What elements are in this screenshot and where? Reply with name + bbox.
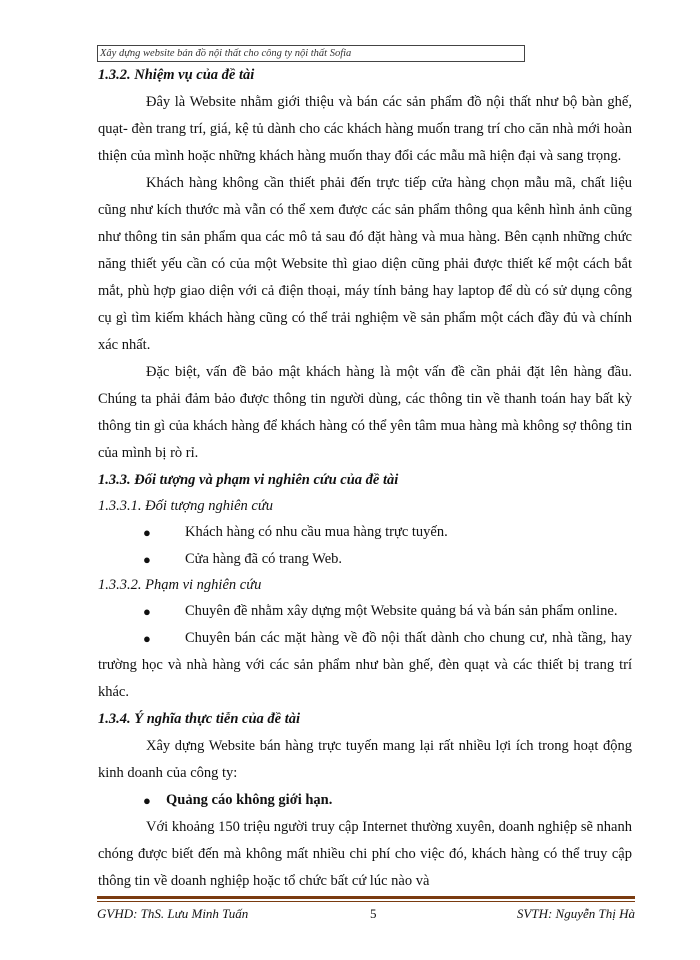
list-item-text: Quảng cáo không giới hạn. [166,792,333,808]
paragraph: Khách hàng không cần thiết phải đến trực tiếp cửa hàng chọn mẫu mã, chất liệu cũng như kích thước mà vẫn có thể xem được các sản phẩm thông qua kênh hình ảnh cũng như thông tin sản phẩm qua các mô tả sau đó đặt hàng và mua hàng. Bên cạnh những chức năng thiết yếu cần có của một Website thì giao diện cũng phải được thiết kế một cách bắt mắt, phù hợp giao diện với cả điện thoại, máy tính bảng hay laptop để dù có sử dụng công cụ gì tìm kiếm khách hàng cũng có thể trải nghiệm về sản phẩm một cách đầy đủ và chính xác nhất. [98,175,632,353]
list-item [98,787,632,814]
running-header: Xây dựng website bán đồ nội thất cho công ty nội thất Sofia [97,45,525,62]
heading-1-3-3: 1.3.3. Đối tượng và phạm vi nghiên cứu của đề tài [98,472,399,488]
list-item-text: Khách hàng có nhu cầu mua hàng trực tuyến. [185,524,448,540]
heading-1-3-3-2: 1.3.3.2. Phạm vi nghiên cứu [98,577,262,593]
paragraph: Đây là Website nhằm giới thiệu và bán các sản phẩm đồ nội thất như bộ bàn ghế, quạt- đèn trang trí, giá, kệ tủ dành cho các khách hàng muốn trang trí cho căn nhà mới hoàn thiện của mình hoặc những khách hàng muốn thay đổi các mẫu mã hiện đại và sang trọng. [98,94,632,164]
list-item [98,546,632,573]
list-item-text: Cửa hàng đã có trang Web. [185,551,343,567]
bullet-icon: ● [143,793,151,808]
bullet-icon: ● [143,525,151,540]
paragraph: Xây dựng Website bán hàng trực tuyến mang lại rất nhiều lợi ích trong hoạt động kinh doanh của công ty: [98,738,632,781]
list-item-text: Chuyên đề nhằm xây dựng một Website quảng bá và bán sản phẩm online. [185,603,618,619]
page-footer [97,906,635,924]
footer-supervisor: GVHD: ThS. Lưu Minh Tuấn [97,906,249,921]
paragraph: Với khoảng 150 triệu người truy cập Internet thường xuyên, doanh nghiệp sẽ nhanh chóng được biết đến mà không mất nhiều chi phí cho việc đó, khách hàng có thể truy cập thông tin về doanh nghiệp hoặc tổ chức bất cứ lúc nào và [98,819,632,889]
list-item [98,625,632,706]
paragraph: Đặc biệt, vấn đề bảo mật khách hàng là một vấn đề cần phải đặt lên hàng đầu. Chúng ta phải đảm bảo được thông tin người dùng, các thông tin về thanh toán hay bất kỳ thông tin gì của khách hàng để khách hàng có thể yên tâm mua hàng mà không sợ thông tin của mình bị rò rỉ. [98,364,632,461]
heading-1-3-4: 1.3.4. Ý nghĩa thực tiễn của đề tài [98,711,301,727]
footer-divider [97,901,635,902]
page-number: 5 [370,906,377,921]
bullet-icon: ● [143,604,151,619]
heading-1-3-3-1: 1.3.3.1. Đối tượng nghiên cứu [98,498,273,514]
list-item [98,519,632,546]
list-item-text: Chuyên bán các mặt hàng về đồ nội thất dành cho chung cư, nhà tầng, hay trường học và nhà hàng với các sản phẩm như bàn ghế, đèn quạt và các thiết bị trang trí khác. [98,630,632,700]
bullet-icon: ● [143,631,151,646]
bullet-icon: ● [143,552,151,567]
heading-1-3-2: 1.3.2. Nhiệm vụ của đề tài [98,67,255,83]
page-body [98,62,632,895]
list-item [98,598,632,625]
footer-divider [97,896,635,899]
footer-student: SVTH: Nguyễn Thị Hà [516,906,635,921]
